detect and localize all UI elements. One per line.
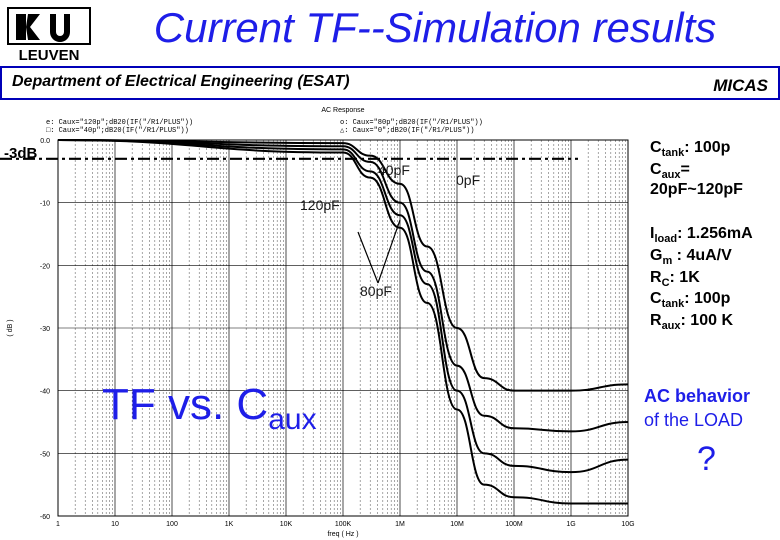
legend-entry: △: Caux="0";dB20(IF("/R1/PLUS")) [340,127,475,135]
x-tick-label: 10K [279,521,293,528]
raux-param: $R_{aux}$: 100 K [650,312,733,333]
x-tick-label: 100M [505,521,523,528]
ac-behavior-note [644,384,750,432]
logo-text: LEUVEN [18,47,80,62]
x-tick-label: 100K [334,521,352,528]
x-tick-label: 10G [621,521,635,528]
gm-param: $G_m$ : 4uA/V [650,247,732,268]
y-axis-label: ( dB ) [7,319,14,337]
label-120pf: 120pF [300,197,340,213]
caux-param: $C_{aux}=$ [650,161,690,182]
ctank2-param: $C_{tank}$: 100p [650,290,731,311]
x-tick-label: 1M [395,521,405,528]
slide-title: Current TF--Simulation results [153,4,717,51]
label-0pf: 0pF [456,172,481,188]
pointer-80pf-a [378,220,400,283]
legend-entry: o: Caux="80p";dB20(IF("/R1/PLUS")) [340,119,483,127]
group-label: MICAS [713,76,768,95]
y-tick-label: -20 [39,263,50,271]
y-tick-label: -10 [39,200,50,208]
pointer-80pf-b [358,232,378,283]
x-tick-label: 1G [566,521,576,528]
label-80pf: 80pF [360,283,392,299]
question-mark: ? [697,440,716,478]
caux-range: 20pF~120pF [650,181,743,198]
x-tick-label: 100 [166,521,178,528]
rc-param: $R_C$: 1K [650,269,700,290]
x-tick-label: 10 [111,521,119,528]
ctank-param: $C_{tank}$: 100p [650,139,731,160]
tf-vs-caux-label: TF vs. $C_{aux}$ [102,380,317,436]
minus-3db-label: -3dB [4,145,38,162]
y-tick-label: -60 [39,514,50,521]
ac-note-line1: AC behavior [644,386,751,406]
label-40pf: 40pF [378,162,410,178]
y-tick-label: -50 [39,451,50,459]
tf-chart [0,100,640,540]
x-axis-label: freq ( Hz ) [327,531,359,538]
x-tick-label: 10M [450,521,464,528]
y-tick-label: -40 [39,388,50,396]
department-label: Department of Electrical Engineering (ESAT) [12,73,350,90]
y-tick-label: 0.0 [40,138,50,145]
ac-note-line2: of the LOAD [644,410,744,430]
chart-caption: AC Response [321,107,365,114]
iload-param: $I_{load}$: 1.256mA [650,225,753,246]
legend-entry: e: Caux="120p";dB20(IF("/R1/PLUS")) [46,119,194,127]
legend-entry: □: Caux="40p";dB20(IF("/R1/PLUS")) [46,127,189,135]
x-tick-label: 1K [224,521,234,528]
ku-leuven-logo [6,6,92,62]
y-tick-label: -30 [39,326,50,333]
x-tick-label: 1 [56,521,60,528]
